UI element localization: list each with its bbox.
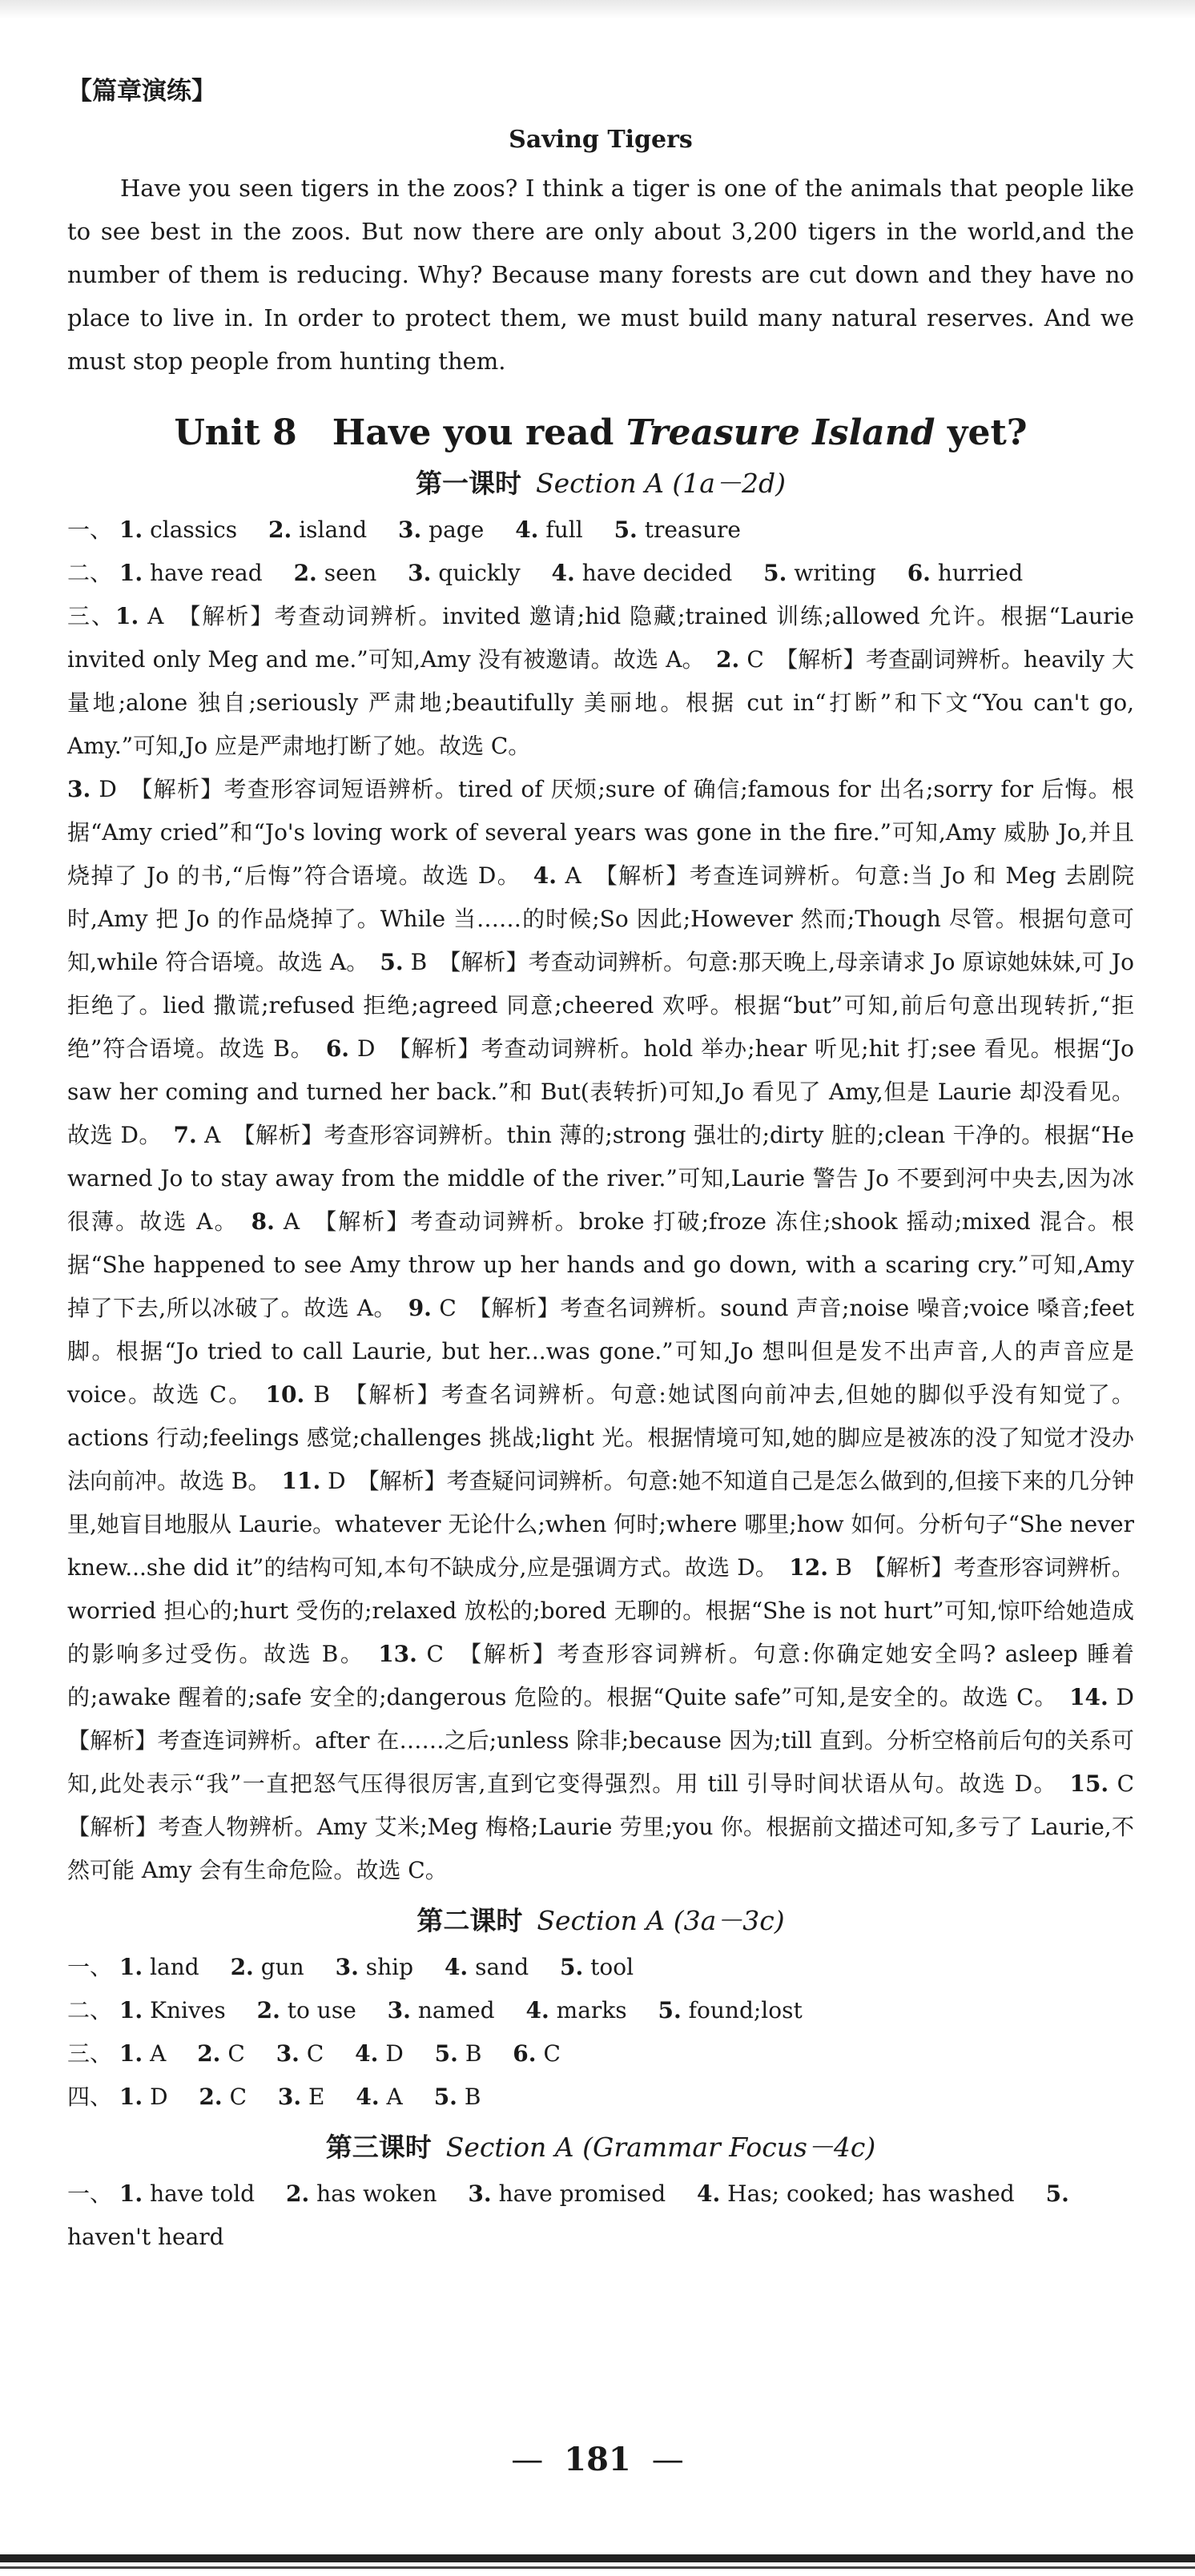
answer-item: 2. to use: [256, 1997, 356, 2023]
answer-item: 5. B: [433, 2084, 481, 2110]
part-label: 三、: [67, 603, 115, 629]
lesson-2-title: [67, 1900, 1134, 1938]
page-number-value: 181: [564, 2441, 631, 2478]
explanation-item: 8. A 【解析】考查动词辨析。broke 打破;froze 冻住;shook 摇动;mixed 混合。根据“She happened to see Amy throw up her hands and go down, with a scaring cry.”可知,Amy 掉了下去,所以冰破了。故选 A。: [67, 1208, 1134, 1321]
answer-item: 4. D: [355, 2040, 404, 2067]
passage-title: Saving Tigers: [509, 126, 693, 154]
unit-title-prefix: Unit 8 Have you read: [174, 412, 626, 453]
part-label: 二、: [67, 560, 113, 586]
answer-item: 3. E: [277, 2084, 325, 2110]
answer-item: 3. quickly: [408, 560, 521, 586]
explanation-item: 2. C 【解析】考查副词辨析。heavily 大量地;alone 独自;seriously 严肃地;beautifully 美丽地。根据 cut in“打断”和下文“You can't go, Amy.”可知,Jo 应是严肃地打断了她。故选 C。: [67, 646, 1134, 759]
explanation-item: 15. C 【解析】考查人物辨析。Amy 艾米;Meg 梅格;Laurie 劳里;you 你。根据前文描述可知,多亏了 Laurie,不然可能 Amy 会有生命危险。故选 C。: [67, 1770, 1134, 1883]
answer-item: 1. land: [119, 1954, 199, 1980]
part-label: 一、: [67, 516, 113, 543]
lesson-3-title: [67, 2127, 1134, 2164]
explanation-item: 1. A 【解析】考查动词辨析。invited 邀请;hid 隐藏;trained 训练;allowed 允许。根据“Laurie invited only Meg and me.”可知,Amy 没有被邀请。故选 A。: [67, 603, 1134, 673]
explanation-item: 11. D 【解析】考查疑问词辨析。句意:她不知道自己是怎么做到的,但接下来的几分钟里,她盲目地服从 Laurie。whatever 无论什么;when 何时;where 哪里;how 如何。分析句子“She never knew...she did it”的结构可知,本句不缺成分,应是强调方式。故选 D。: [67, 1468, 1134, 1581]
passage-text: Have you seen tigers in the zoos? I think a tiger is one of the animals that people like to see best in the zoos. But now there are only about 3,200 tigers in the world,and the number of them is reducing. Why? Because many forests are cut down and they have no place to live in. In order to protect them, we must build many natural reserves. And we must stop people from hunting them.: [67, 175, 1134, 375]
lesson-2-cn: 第二课时: [416, 1905, 523, 1936]
passage: [67, 126, 1134, 383]
lesson-2-section: Section A (3a－3c): [537, 1905, 785, 1936]
answer-item: 3. C: [276, 2040, 324, 2067]
lesson-2-part-4: [67, 2076, 1134, 2119]
top-edge: [0, 0, 1195, 19]
part-label: 二、: [67, 1997, 113, 2023]
lesson-2-part-3: [67, 2032, 1134, 2076]
answer-item: 1. A: [119, 2040, 167, 2067]
lesson-2-part-1: [67, 1946, 1134, 1989]
lesson-2-part-2: [67, 1989, 1134, 2032]
answer-item: 1. Knives: [119, 1997, 226, 2023]
answer-item: 5. B: [434, 2040, 482, 2067]
answer-item: 4. sand: [444, 1954, 529, 1980]
page-number-dash-right: —: [651, 2441, 684, 2478]
answer-item: 2. island: [268, 516, 368, 543]
explanation-item: 10. B 【解析】考查名词辨析。句意:她试图向前冲去,但她的脚似乎没有知觉了。actions 行动;feelings 感觉;challenges 挑战;light 光。根据情境可知,她的脚应是被冻的没了知觉才没办法向前冲。故选 B。: [67, 1381, 1134, 1494]
answer-item: 1. D: [119, 2084, 168, 2110]
explanation-item: 12. B 【解析】考查形容词辨析。worried 担心的;hurt 受伤的;relaxed 放松的;bored 无聊的。根据“She is not hurt”可知,惊吓给她造成的影响多过受伤。故选 B。: [67, 1554, 1134, 1667]
page-content: [67, 70, 1134, 2259]
answer-item: 6. C: [513, 2040, 561, 2067]
lesson-1-cn: 第一课时: [416, 468, 522, 499]
part-label: 一、: [67, 1954, 113, 1980]
answer-item: 3. named: [387, 1997, 495, 2023]
lesson-3-section: Section A (Grammar Focus－4c): [445, 2132, 876, 2163]
explanation-item: 14. D 【解析】考查连词辨析。after 在……之后;unless 除非;because 因为;till 直到。分析空格前后句的关系可知,此处表示“我”一直把怒气压得很厉害,直到它变得强烈。用 till 引导时间状语从句。故选 D。: [67, 1684, 1134, 1797]
lesson-1-section: Section A (1a－2d): [536, 468, 786, 499]
answer-item: 2. C: [199, 2084, 247, 2110]
answer-item: 5. haven't heard: [67, 2180, 1069, 2250]
answer-item: 4. full: [515, 516, 583, 543]
unit-title-book: Treasure Island: [626, 412, 935, 453]
answer-item: 6. hurried: [907, 560, 1024, 586]
part-label: 四、: [67, 2084, 113, 2110]
answer-item: 3. ship: [335, 1954, 414, 1980]
answer-item: 5. writing: [763, 560, 876, 586]
explanation-item: 4. A 【解析】考查连词辨析。句意:当 Jo 和 Meg 去剧院时,Amy 把 Jo 的作品烧掉了。While 当……的时候;So 因此;However 然而;Though 尽管。根据句意可知,while 符合语境。故选 A。: [67, 862, 1134, 975]
explanation-item: 13. C 【解析】考查形容词辨析。句意:你确定她安全吗? asleep 睡着的;awake 醒着的;safe 安全的;dangerous 危险的。根据“Quite safe”可知,是安全的。故选 C。: [67, 1641, 1134, 1710]
lesson-1-title: [67, 463, 1134, 500]
answer-item: 3. page: [398, 516, 485, 543]
answer-item: 4. have decided: [551, 560, 733, 586]
explanation-item: 3. D 【解析】考查形容词短语辨析。tired of 厌烦;sure of 确信;famous for 出名;sorry for 后悔。根据“Amy cried”和“Jo's loving work of several years was gone in the fire.”可知,Amy 威胁 Jo,并且烧掉了 Jo 的书,“后悔”符合语境。故选 D。: [67, 776, 1134, 889]
page-number-dash-left: —: [511, 2441, 544, 2478]
answer-item: 1. have told: [119, 2180, 255, 2207]
answer-item: 5. tool: [560, 1954, 634, 1980]
unit-title: [67, 404, 1134, 455]
explanation-item: 5. B 【解析】考查动词辨析。句意:那天晚上,母亲请求 Jo 原谅她妹妹,可 Jo 拒绝了。lied 撒谎;refused 拒绝;agreed 同意;cheered 欢呼。根据“but”可知,前后句意出现转折,“拒绝”符合语境。故选 B。: [67, 949, 1134, 1062]
lesson-3-cn: 第三课时: [325, 2132, 432, 2163]
part-label: 一、: [67, 2180, 113, 2207]
answer-item: 4. A: [356, 2084, 403, 2110]
lesson-1-part-2: [67, 552, 1134, 595]
answer-item: 2. C: [197, 2040, 245, 2067]
answer-item: 5. found;lost: [658, 1997, 803, 2023]
answer-item: 5. treasure: [614, 516, 741, 543]
answer-item: 1. classics: [119, 516, 238, 543]
lesson-1-part-3: [67, 595, 1134, 1892]
answer-item: 4. marks: [525, 1997, 627, 2023]
lesson-1-part-1: [67, 508, 1134, 552]
unit-title-suffix: yet?: [935, 412, 1028, 453]
answer-item: 2. gun: [230, 1954, 304, 1980]
lesson-3-part-1: [67, 2172, 1134, 2259]
explanation-item: 7. A 【解析】考查形容词辨析。thin 薄的;strong 强壮的;dirty 脏的;clean 干净的。根据“He warned Jo to stay away from the middle of the river.”可知,Laurie 警告 Jo 不要到河中央去,因为冰很薄。故选 A。: [67, 1122, 1134, 1235]
explanation-item: 6. D 【解析】考查动词辨析。hold 举办;hear 听见;hit 打;see 看见。根据“Jo saw her coming and turned her back.”和 But(表转折)可知,Jo 看见了 Amy,但是 Laurie 却没看见。故选 D。: [67, 1035, 1134, 1148]
bottom-rule-thin: [0, 2566, 1195, 2569]
answer-item: 1. have read: [119, 560, 263, 586]
page-number: [0, 2441, 1195, 2478]
section-tag: 【篇章演练】: [67, 77, 216, 106]
part-label: 三、: [67, 2040, 113, 2067]
answer-item: 4. Has; cooked; has washed: [697, 2180, 1015, 2207]
answer-item: 2. has woken: [285, 2180, 437, 2207]
answer-item: 2. seen: [293, 560, 377, 586]
bottom-rule: [0, 2554, 1195, 2562]
explanation-item: 9. C 【解析】考查名词辨析。sound 声音;noise 噪音;voice 嗓音;feet 脚。根据“Jo tried to call Laurie, but her...was gone.”可知,Jo 想叫但是发不出声音,人的声音应是 voice。故选 C。: [67, 1295, 1134, 1408]
answer-item: 3. have promised: [468, 2180, 666, 2207]
